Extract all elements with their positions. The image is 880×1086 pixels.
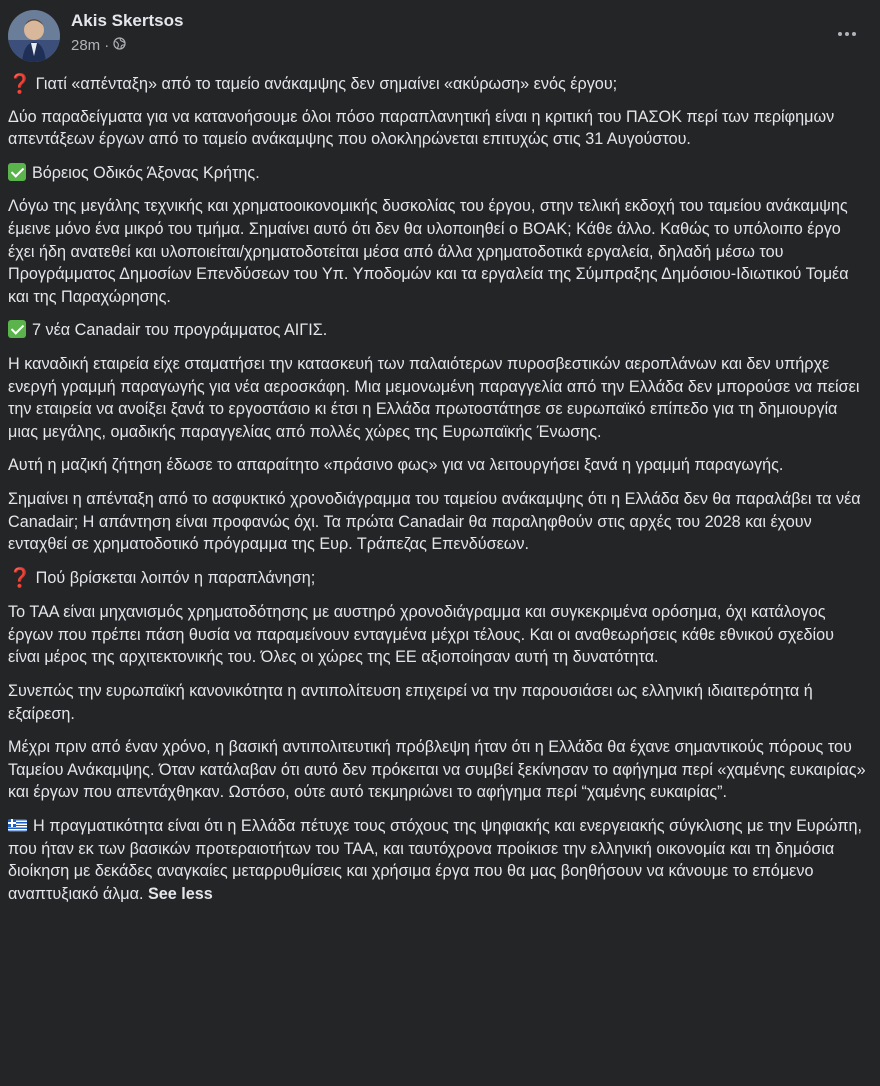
post-time[interactable]: 28m: [71, 37, 101, 54]
paragraph: [8, 736, 870, 804]
paragraph-text: Το ΤΑΑ είναι μηχανισμός χρηματοδότησης με αυστηρό χρονοδιάγραμμα και συγκεκριμένα ορόσημα, όχι κατάλογος έργων που πρέπει πάση θυσία να παραμείνουν ενταγμένα μέχρι τέλους. Και οι αναθεωρήσεις κάθε εθνικού σχεδίου είναι μέρος της αρχιτεκτονικής του. Όλες οι χώρες της ΕΕ αξιοποίησαν αυτή τη δυνατότητα.: [8, 603, 834, 667]
globe-icon: [113, 37, 126, 54]
author-name[interactable]: Akis Skertsos: [71, 11, 184, 30]
paragraph-text: Πού βρίσκεται λοιπόν η παραπλάνηση;: [35, 568, 316, 587]
meta-separator: ·: [104, 37, 110, 54]
paragraph-text: Η πραγματικότητα είναι ότι η Ελλάδα πέτυχε τους στόχους της ψηφιακής και ενεργειακής σύγκλισης με την Ευρώπη, που ήταν εκ των βασικών προτεραιοτήτων του ΤΑΑ, και ταυτόχρονα προίκισε την ελληνική οικονομία και τη δημόσια διοίκηση με δεκάδες αναγκαίες μεταρρυθμίσεις και χρήσιμα έργα που θα μας βοηθήσουν να κάνουμε το επόμενο αναπτυξιακό άλμα.: [8, 817, 862, 903]
paragraph: [8, 162, 870, 185]
check-mark-icon: [8, 320, 26, 338]
paragraph: [8, 454, 870, 477]
more-options-icon[interactable]: [830, 22, 864, 46]
avatar[interactable]: [8, 10, 60, 62]
paragraph-text: Γιατί «απένταξη» από το ταμείο ανάκαμψης δεν σημαίνει «ακύρωση» ενός έργου;: [35, 75, 618, 93]
paragraph-text: 7 νέα Canadair του προγράμματος ΑΙΓΙΣ.: [32, 321, 328, 340]
paragraph: [8, 601, 870, 669]
paragraph-text: Λόγω της μεγάλης τεχνικής και χρηματοοικονομικής δυσκολίας του έργου, στην τελική εκδοχή του ταμείου ανάκαμψης έμεινε μόνο ένα μικρό του τμήμα. Σημαίνει αυτό ότι δεν θα υλοποιηθεί ο ΒΟΑΚ; Κάθε άλλο. Καθώς το υπόλοιπο έργο έχει ήδη ανατεθεί και υλοποιείται/χρηματοδοτείται μέσα από άλλα χρηματοδοτικά εργαλεία, δηλαδή μέσω του Προγράμματος Δημοσίων Επενδύσεων του Υπ. Υποδομών και τα εργαλεία της Σύμπραξης Δημόσιου-Ιδιωτικού Τομέα και της Παραχώρησης.: [8, 197, 849, 306]
see-less-link[interactable]: See less: [147, 884, 213, 903]
paragraph: [8, 195, 870, 308]
paragraph-text: Σημαίνει η απένταξη από το ασφυκτικό χρονοδιάγραμμα του ταμείου ανάκαμψης ότι η Ελλάδα δεν θα παραλάβει τα νέα Canadair; Η απάντηση είναι προφανώς όχι. Τα πρώτα Canadair θα παραληφθούν στις αρχές του 2028 και έχουν ενταχθεί σε χρηματοδοτικό πρόγραμμα της Ευρ. Τράπεζας Επενδύσεων.: [8, 489, 861, 554]
paragraph: [8, 73, 870, 97]
paragraph: [8, 680, 870, 725]
post-header: [8, 10, 872, 66]
paragraph-text: Δύο παραδείγματα για να κατανοήσουμε όλοι πόσο παραπλανητική είναι η κριτική του ΠΑΣΟΚ περί των περίφημων απεντάξεων έργων από το ταμείο ανάκαμψης που ολοκληρώνεται επιτυχώς στις 31 Αυγούστου.: [8, 107, 835, 149]
question-icon: ❓: [8, 567, 32, 589]
paragraph: [8, 319, 870, 342]
paragraph: [8, 567, 870, 591]
paragraph: [8, 106, 870, 151]
post-meta: [71, 37, 126, 54]
question-icon: ❓: [8, 74, 32, 95]
paragraph: [8, 488, 870, 556]
post-content: [8, 73, 870, 916]
paragraph-text: Συνεπώς την ευρωπαϊκή κανονικότητα η αντιπολίτευση επιχειρεί να την παρουσιάσει ως ελληνική ιδιαιτερότητα ή εξαίρεση.: [8, 682, 813, 723]
paragraph-text: Βόρειος Οδικός Άξονας Κρήτης.: [32, 163, 260, 182]
paragraph: [8, 815, 870, 905]
paragraph-text: Η καναδική εταιρεία είχε σταματήσει την κατασκευή των παλαιότερων πυροσβεστικών αεροπλάνων και δεν υπήρχε ενεργή γραμμή παραγωγής για νέα αεροσκάφη. Μια μεμονωμένη παραγγελία από την Ελλάδα δεν μπορούσε να πείσει την εταιρεία να ανοίξει ξανά το εργοστάσιο κι έτσι η Ελλάδα πρωτοστάτησε σε ευρωπαϊκό επίπεδο για τη δημιουργία μιας μεγάλης, ομαδικής παραγγελίας από πολλές χώρες της Ευρωπαϊκής Ένωσης.: [8, 354, 860, 441]
greek-flag-icon: [8, 819, 27, 832]
check-mark-icon: [8, 163, 26, 181]
paragraph-text: Μέχρι πριν από έναν χρόνο, η βασική αντιπολιτευτική πρόβλεψη ήταν ότι η Ελλάδα θα έχανε σημαντικούς πόρους του Ταμείου Ανάκαμψης. Όταν κατάλαβαν ότι αυτό δεν πρόκειται να συμβεί ξεκίνησαν το αφήγημα περί «χαμένης ευκαιρίας» και έργων που απεντάχθηκαν. Ωστόσο, ούτε αυτό τεκμηριώνει το αφήγημα περί “χαμένης ευκαιρίας”.: [8, 738, 866, 802]
paragraph-text: Αυτή η μαζική ζήτηση έδωσε το απαραίτητο «πράσινο φως» για να λειτουργήσει ξανά η γραμμή παραγωγής.: [8, 456, 784, 475]
paragraph: [8, 353, 870, 443]
